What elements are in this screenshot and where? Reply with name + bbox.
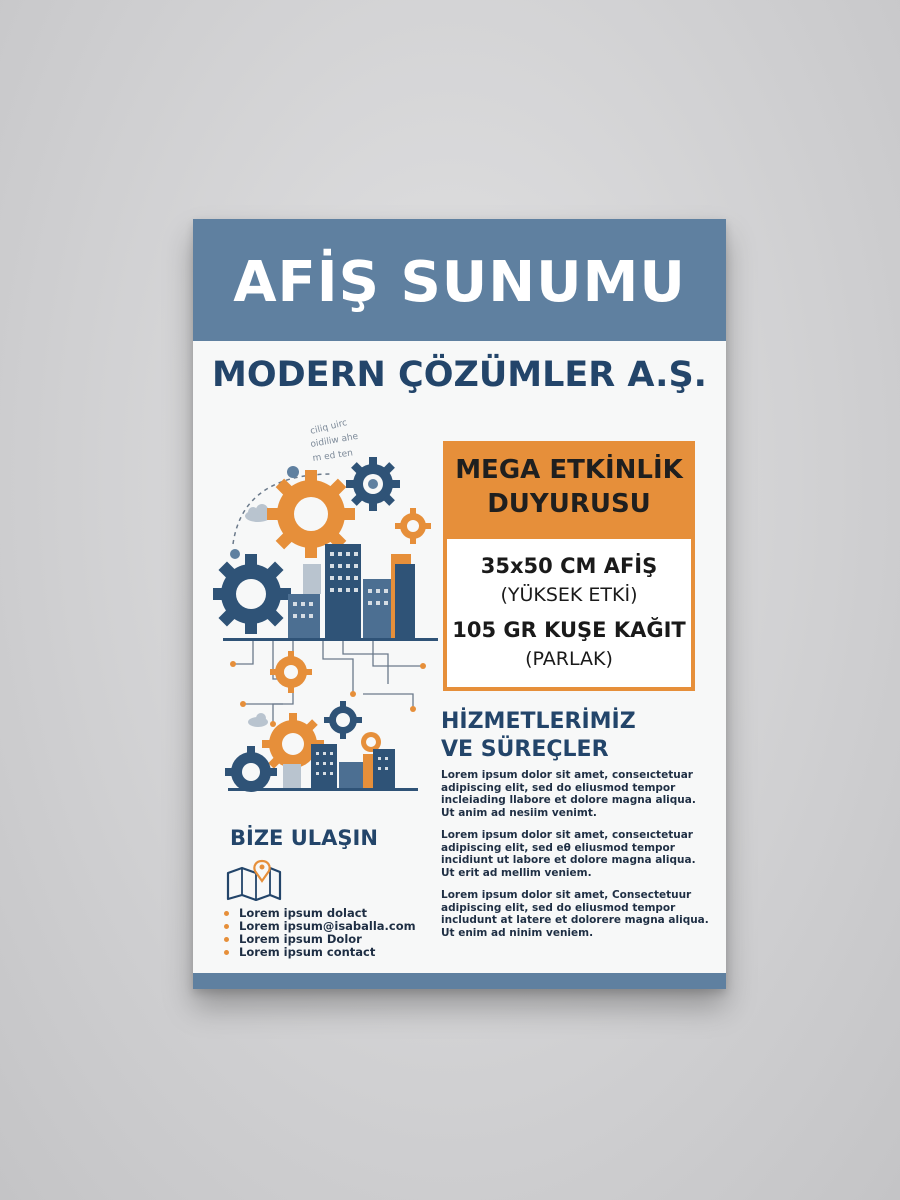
contact-item-text: Lorem ipsum Dolor: [239, 932, 362, 946]
gear-icon: [225, 746, 277, 792]
industry-illustration: [213, 404, 443, 799]
contact-item-text: Lorem ipsum dolact: [239, 906, 368, 920]
paragraph-line: adipiscing elit, sed do eliusmod tempor: [441, 901, 676, 914]
company-name: MODERN ÇÖZÜMLER A.Ş.: [212, 355, 707, 395]
services-title: [441, 708, 711, 764]
gear-icon: [346, 457, 400, 511]
poster: [193, 219, 726, 989]
illustration-text: [309, 418, 359, 464]
gear-icon: [213, 554, 291, 634]
gear-icon: [395, 508, 431, 544]
contact-list: [223, 907, 416, 959]
services-paragraph: [441, 889, 711, 939]
paragraph-line: Ut erit ad mellim veniem.: [441, 866, 592, 879]
event-title-line1: MEGA ETKİNLİK: [455, 455, 683, 485]
poster-size-note: (YÜKSEK ETKİ): [500, 584, 638, 606]
paragraph-line: incleiading llabore et dolore magna aliqua.: [441, 794, 696, 806]
illustration-text-2: oidiliw ahe: [309, 431, 359, 450]
paragraph-line: adipiscing elit, sed do eliusmod tempor: [441, 781, 676, 794]
paragraph-line: incidiunt ut labore et dolore magna aliqua.: [441, 854, 696, 866]
illustration-text-1: ciliq uirc: [309, 418, 349, 437]
paragraph-line: adipiscing elit, sed eθ eliusmod tempor: [441, 841, 675, 854]
poster-size: 35x50 CM AFİŞ: [480, 554, 658, 578]
paragraph-line: Ut enim ad ninim veniem.: [441, 926, 594, 939]
bullet-icon: [224, 937, 229, 942]
event-title-line2: DUYURUSU: [487, 489, 651, 519]
bullet-icon: [224, 950, 229, 955]
services-title-line2: VE SÜREÇLER: [441, 737, 609, 762]
node-dot: [287, 466, 299, 478]
gear-icon: [270, 651, 312, 693]
contact-item: [223, 946, 416, 959]
event-specs: [447, 539, 691, 687]
contact-item-text: Lorem ipsum contact: [239, 945, 376, 959]
bullet-icon: [224, 911, 229, 916]
header-banner: [193, 219, 726, 341]
services-title-line1: HİZMETLERİMİZ: [441, 709, 636, 734]
cloud-icon: [248, 713, 268, 727]
footer-bar: [193, 973, 726, 989]
contact-item-text: Lorem ipsum@isaballa.com: [239, 919, 416, 933]
paper-type: 105 GR KUŞE KAĞIT: [452, 618, 686, 642]
map-pin-icon: [226, 859, 282, 901]
paragraph-line: Lorem ipsum dolor sit amet, Consectetuur: [441, 889, 692, 901]
paragraph-line: Lorem ipsum dolor sit amet, conseıctetuar: [441, 829, 693, 841]
illustration-text-3: m ed ten: [312, 448, 354, 464]
poster-title: AFİŞ SUNUMU: [233, 250, 686, 315]
contact-title: BİZE ULAŞIN: [230, 826, 378, 850]
paragraph-line: Ut anim ad nesiim venimt.: [441, 806, 597, 819]
event-box: [443, 441, 695, 691]
paper-type-note: (PARLAK): [525, 648, 613, 670]
circuit-icon: [233, 641, 423, 724]
bullet-icon: [224, 924, 229, 929]
gear-icon: [324, 701, 362, 739]
paragraph-line: Lorem ipsum dolor sit amet, conseıctetuar: [441, 769, 693, 781]
services-paragraph: [441, 769, 711, 819]
paragraph-line: includunt at latere et dolorere magna aliqua.: [441, 914, 709, 926]
services-paragraph: [441, 829, 711, 879]
node-dot: [230, 549, 240, 559]
event-title: [443, 453, 695, 521]
